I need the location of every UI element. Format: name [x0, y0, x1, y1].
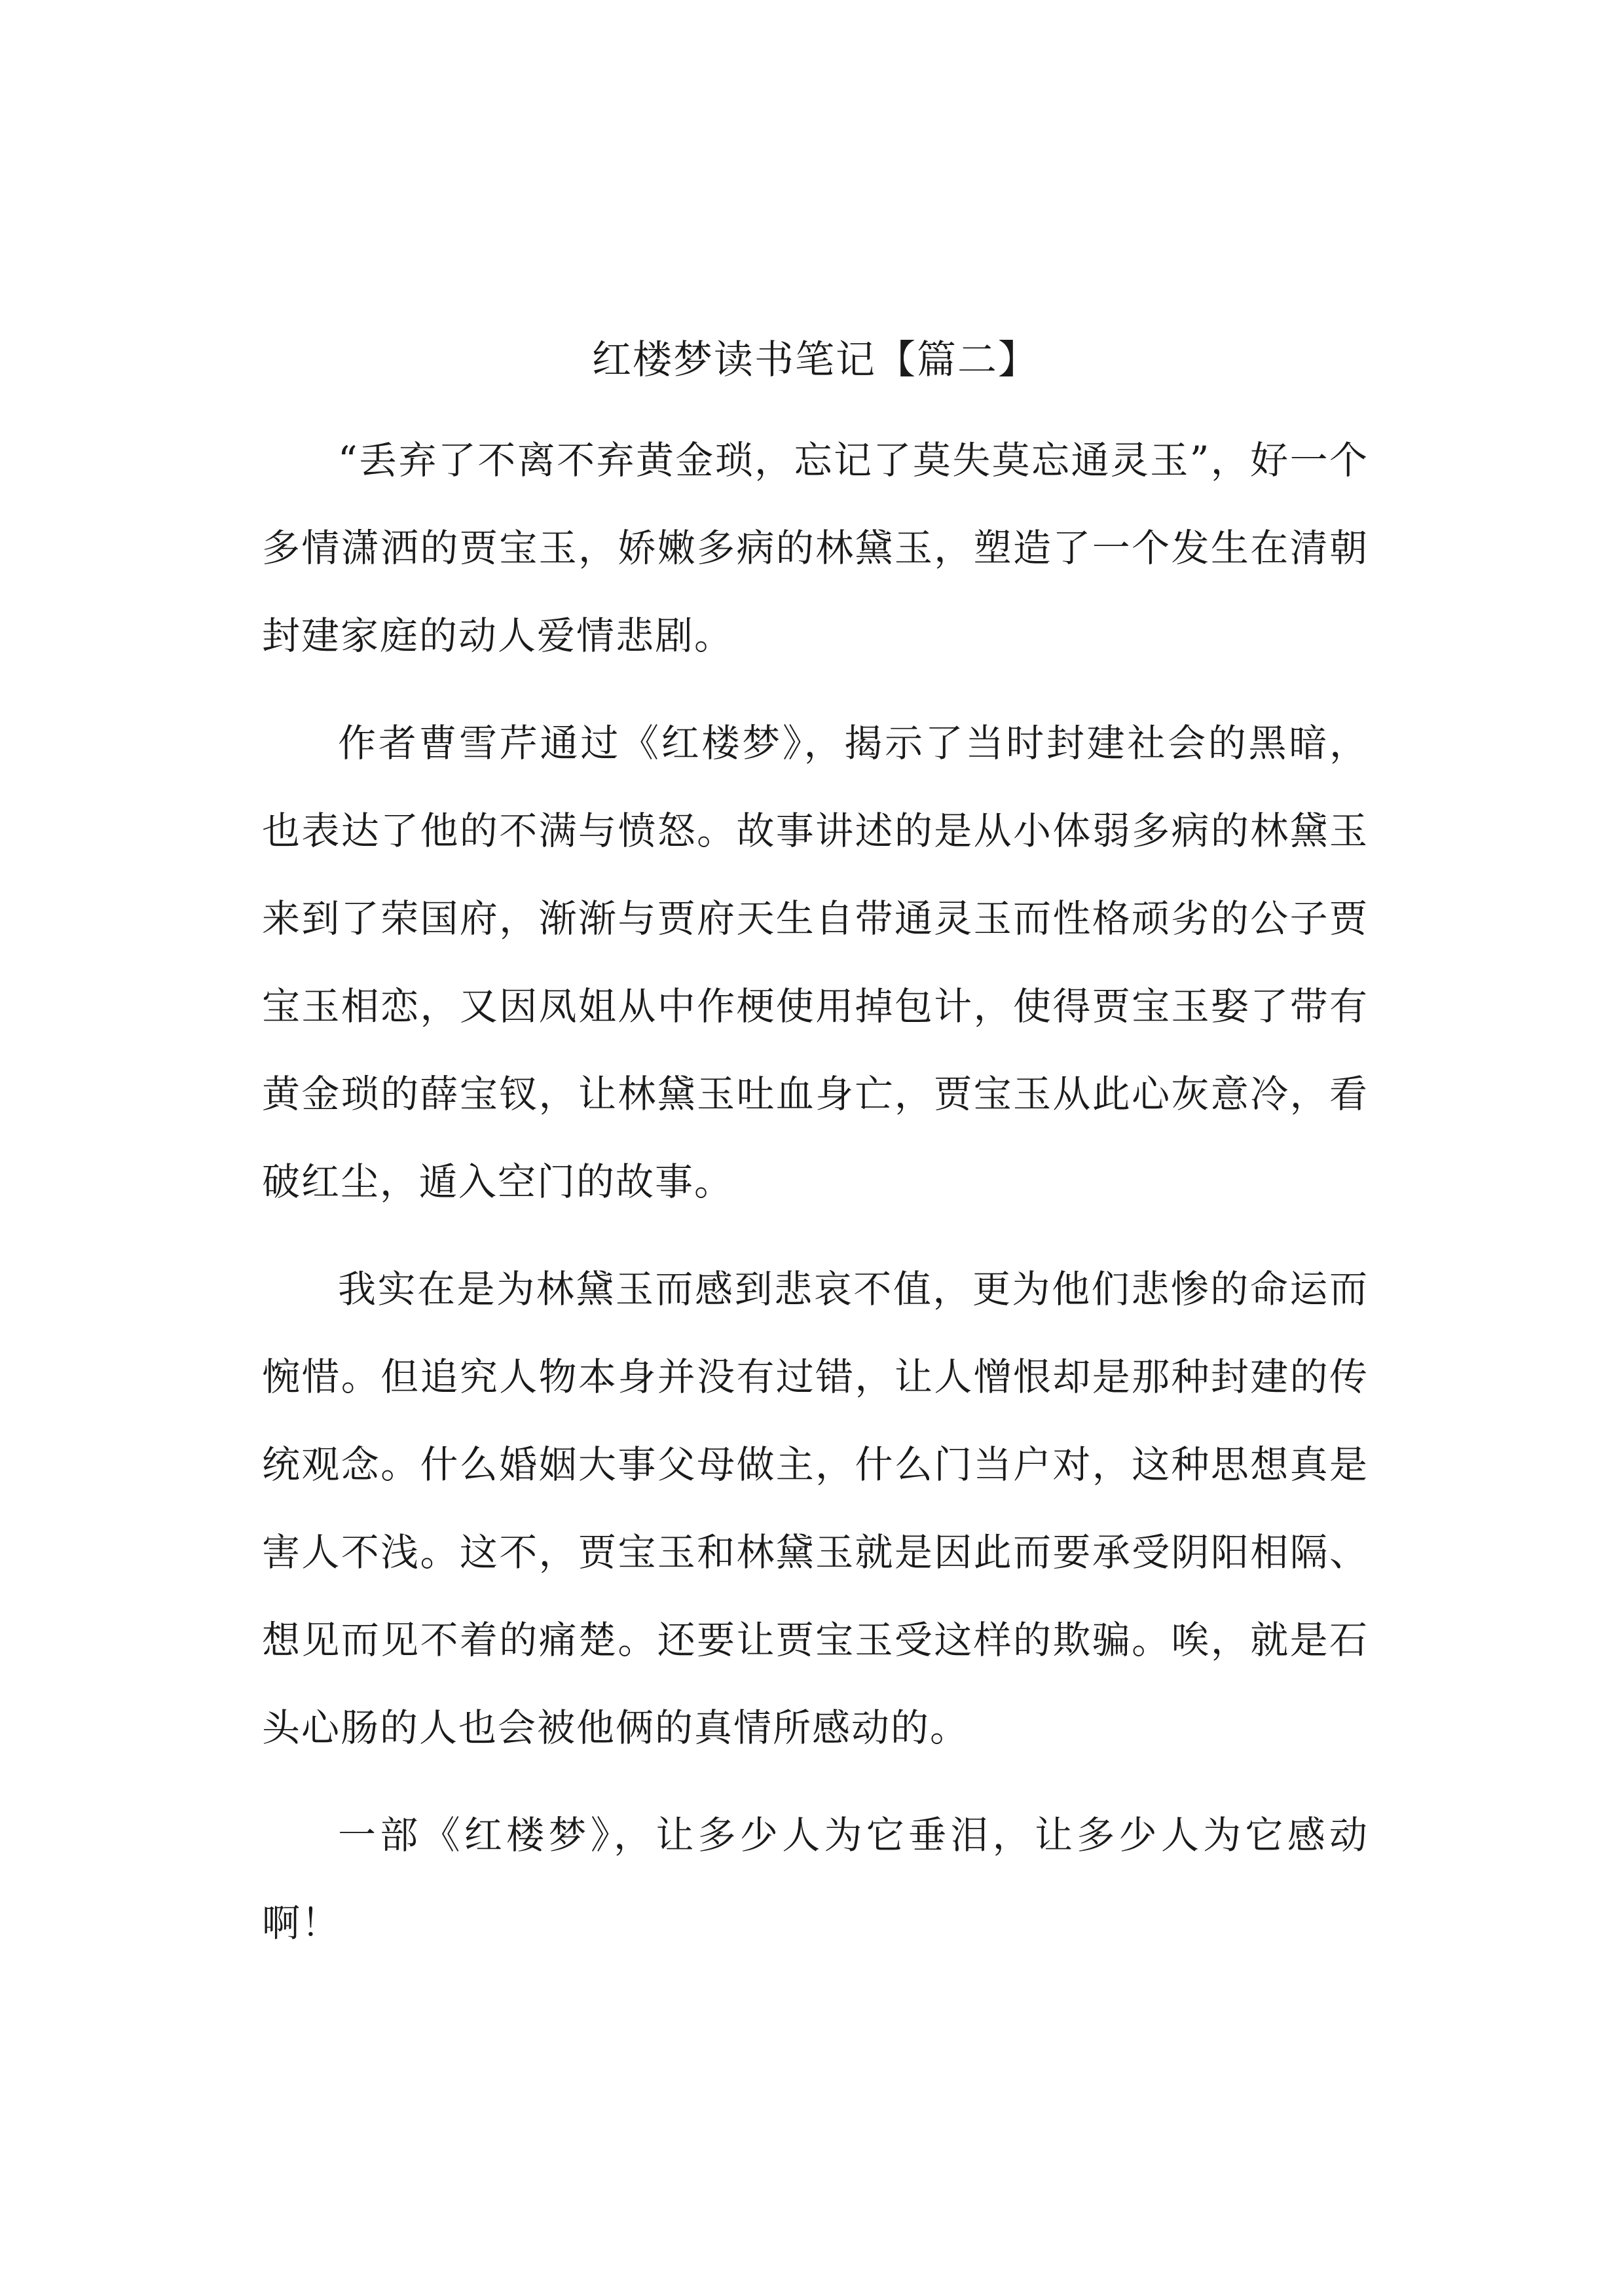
paragraph-1: “丢弃了不离不弃黄金琐，忘记了莫失莫忘通灵玉”，好一个多情潇洒的贾宝玉，娇嫩多病的林黛玉，塑造了一个发生在清朝封建家庭的动人爱情悲剧。 — [262, 438, 1369, 658]
paragraph-2: 作者曹雪芹通过《红楼梦》，揭示了当时封建社会的黑暗，也表达了他的不满与愤怒。故事讲述的是从小体弱多病的林黛玉来到了荣国府，渐渐与贾府天生自带通灵玉而性格顽劣的公子贾宝玉相恋，又因凤姐从中作梗使用掉包计，使得贾宝玉娶了带有黄金琐的薛宝钗，让林黛玉吐血身亡，贾宝玉从此心灰意冷，看破红尘，遁入空门的故事。 — [262, 721, 1369, 1204]
paragraph-3: 我实在是为林黛玉而感到悲哀不值，更为他们悲惨的命运而惋惜。但追究人物本身并没有过错，让人憎恨却是那种封建的传统观念。什么婚姻大事父母做主，什么门当户对，这种思想真是害人不浅。这不，贾宝玉和林黛玉就是因此而要承受阴阳相隔、想见而见不着的痛楚。还要让贾宝玉受这样的欺骗。唉，就是石头心肠的人也会被他俩的真情所感动的。 — [262, 1267, 1369, 1750]
paragraph-4: 一部《红楼梦》，让多少人为它垂泪，让多少人为它感动啊！ — [262, 1813, 1369, 1945]
document-body — [262, 337, 1369, 1986]
document-title: 红楼梦读书笔记【篇二】 — [592, 337, 1039, 383]
